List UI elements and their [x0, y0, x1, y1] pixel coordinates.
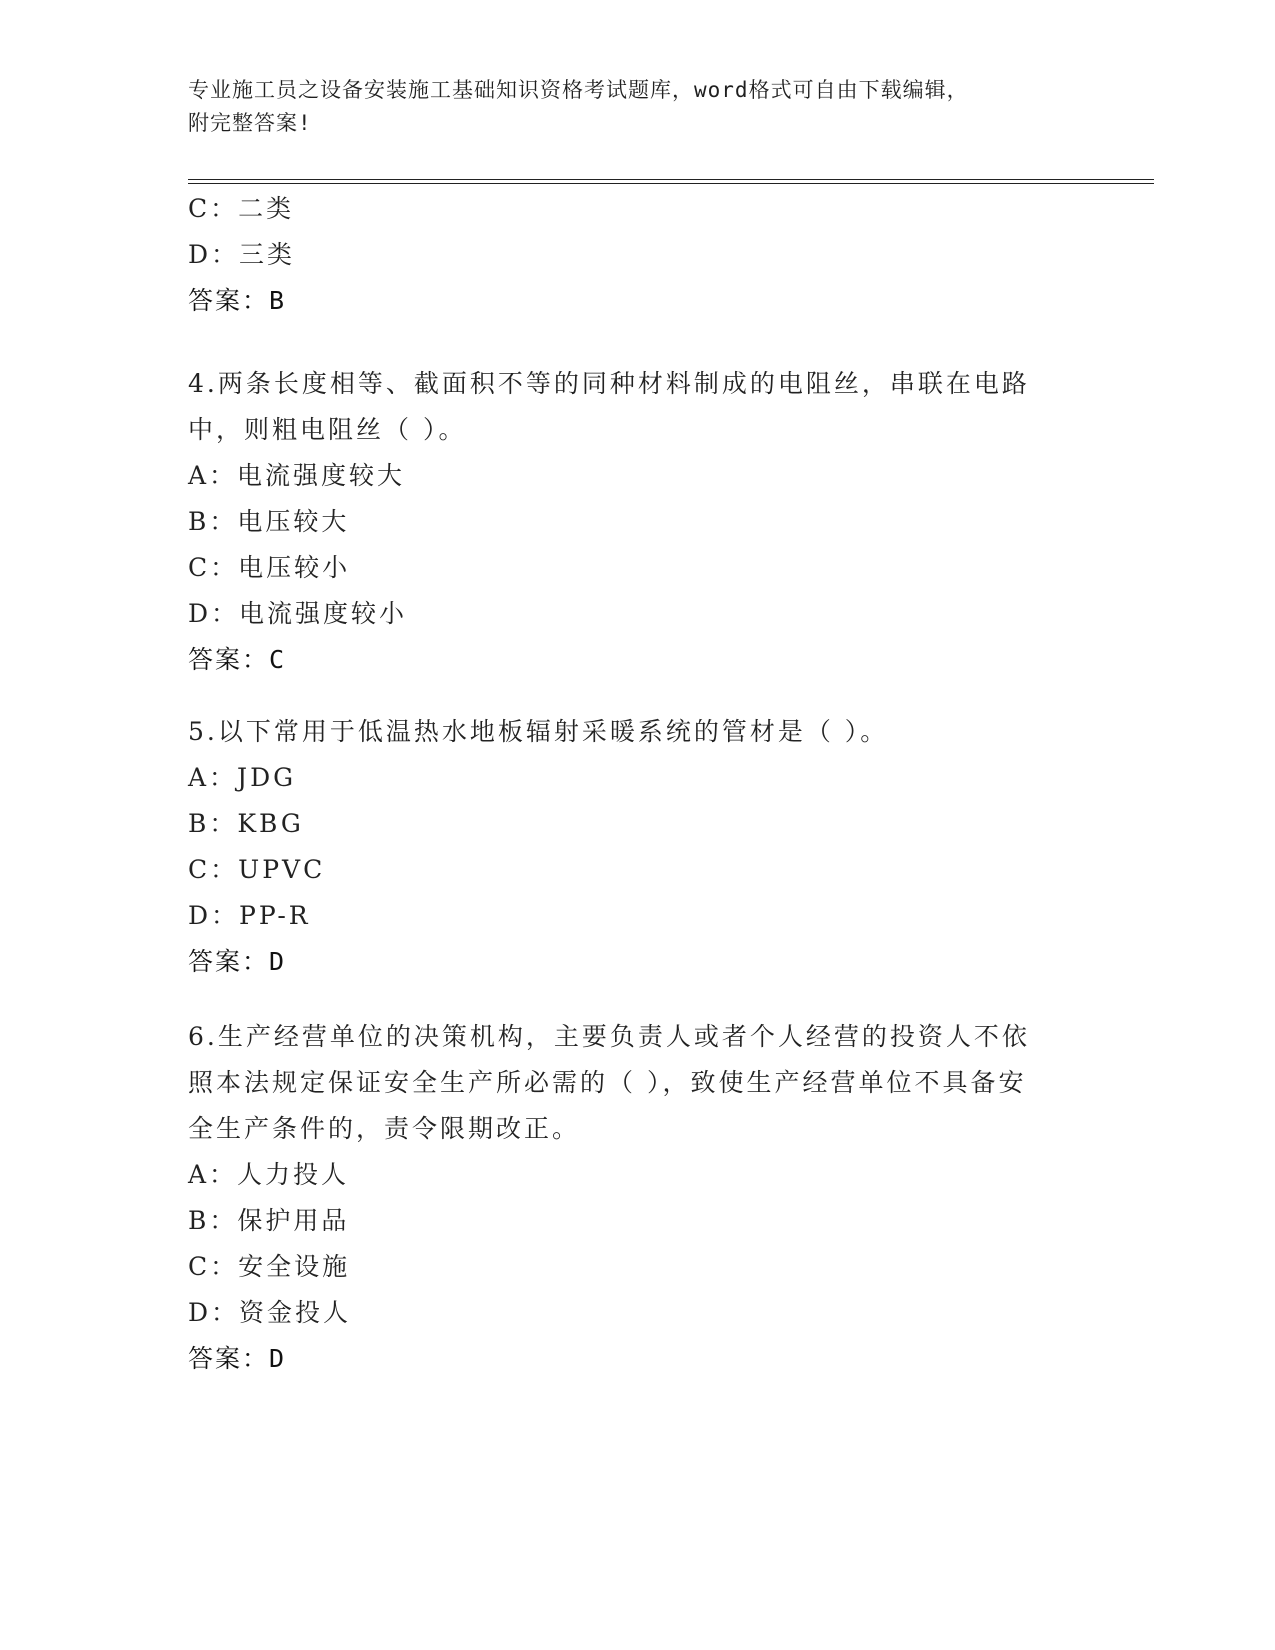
- answer-line: 答案：D: [188, 1344, 287, 1373]
- option-b: B：KBG: [188, 809, 304, 838]
- option-d: D：三类: [188, 240, 296, 269]
- question-3-tail: [188, 186, 1088, 324]
- header-divider-top: [188, 179, 1154, 180]
- question-stem-line-2: 中，则粗电阻丝（ ）。: [188, 415, 467, 444]
- question-4: [188, 361, 1088, 683]
- option-a: A：电流强度较大: [188, 461, 406, 490]
- header-line-1: 专业施工员之设备安装施工基础知识资格考试题库，word格式可自由下载编辑，: [188, 78, 969, 102]
- header-line-2: 附完整答案!: [188, 111, 312, 135]
- question-6: [188, 1014, 1088, 1382]
- question-stem-line-1: 5.以下常用于低温热水地板辐射采暖系统的管材是（ ）。: [188, 717, 889, 746]
- header-divider-bottom: [188, 183, 1154, 184]
- option-c: C：UPVC: [188, 855, 326, 884]
- document-header: [188, 74, 1088, 140]
- option-c: C：二类: [188, 194, 295, 223]
- option-c: C：安全设施: [188, 1252, 351, 1281]
- option-b: B：电压较大: [188, 507, 350, 536]
- option-d: D：PP-R: [188, 901, 311, 930]
- question-stem-line-1: 6.生产经营单位的决策机构，主要负责人或者个人经营的投资人不依: [188, 1022, 1030, 1051]
- option-d: D：资金投人: [188, 1298, 352, 1327]
- option-c: C：电压较小: [188, 553, 351, 582]
- question-stem-line-2: 照本法规定保证安全生产所必需的（ ），致使生产经营单位不具备安: [188, 1068, 1027, 1097]
- question-stem-line-1: 4.两条长度相等、截面积不等的同种材料制成的电阻丝，串联在电路: [188, 369, 1030, 398]
- question-5: [188, 709, 1088, 985]
- answer-line: 答案：B: [188, 286, 287, 315]
- question-stem-line-3: 全生产条件的，责令限期改正。: [188, 1114, 581, 1143]
- option-a: A：人力投人: [188, 1160, 350, 1189]
- option-b: B：保护用品: [188, 1206, 350, 1235]
- answer-line: 答案：D: [188, 947, 287, 976]
- option-d: D：电流强度较小: [188, 599, 408, 628]
- answer-line: 答案：C: [188, 645, 287, 674]
- option-a: A：JDG: [188, 763, 297, 792]
